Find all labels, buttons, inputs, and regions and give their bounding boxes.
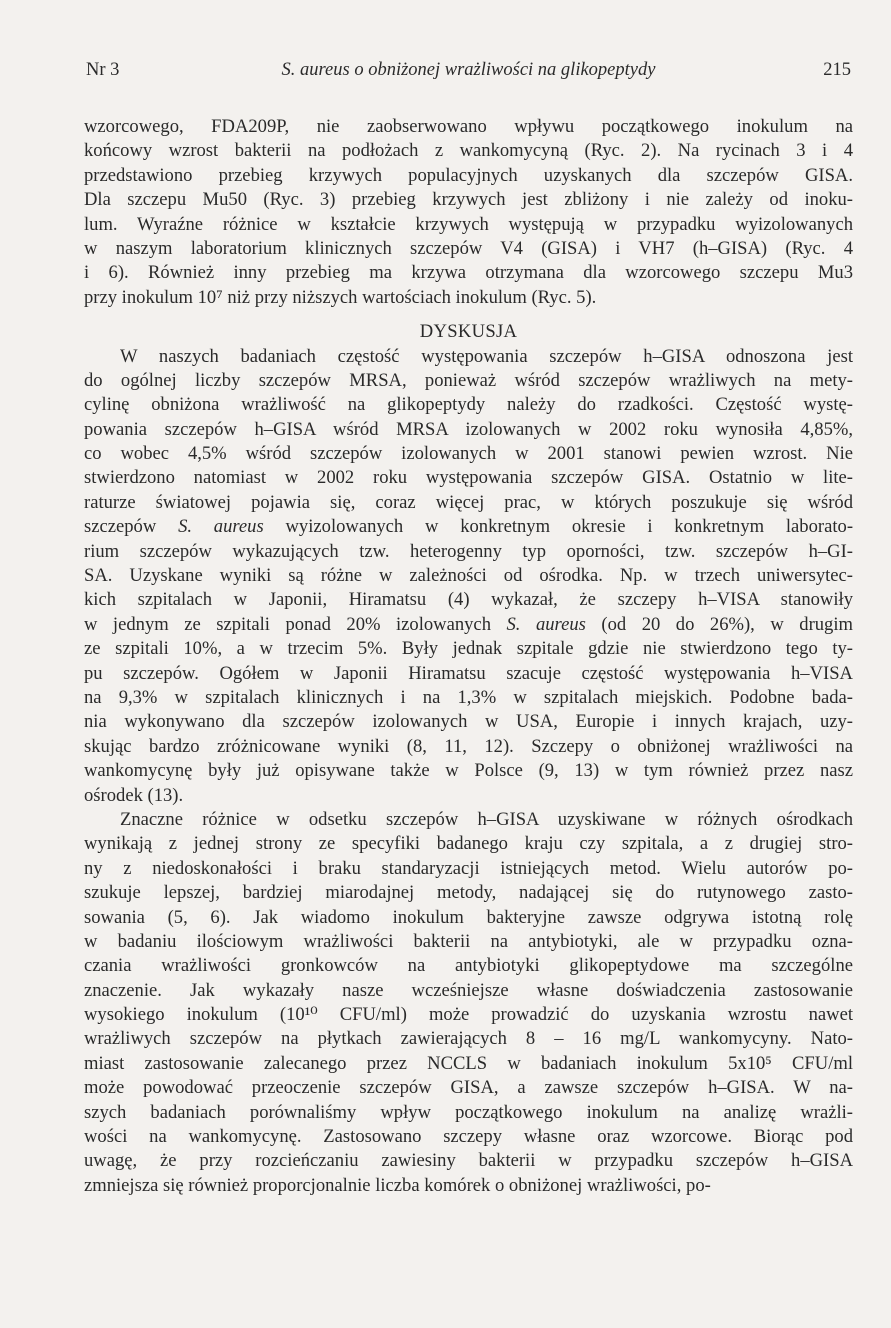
text-line: w naszym laboratorium klinicznych szczepów V4 (GISA) i VH7 (h–GISA) (Ryc. 4 xyxy=(84,237,853,259)
running-header xyxy=(86,60,851,86)
text-line: w badaniu ilościowym wrażliwości bakterii na antybiotyki, ale w przypadku ozna- xyxy=(84,930,853,952)
text-line: SA. Uzyskane wyniki są różne w zależności od ośrodka. Np. w trzech uniwersytec- xyxy=(84,565,853,587)
text-line: w jednym ze szpitali ponad 20% izolowanych S. aureus (od 20 do 26%), w drugim xyxy=(84,613,853,635)
text-line: skując bardzo zróżnicowane wyniki (8, 11, 12). Szczepy o obniżonej wrażliwości na xyxy=(84,735,853,757)
paragraph-discussion-2 xyxy=(84,808,853,1198)
text-line: ny z niedoskonałości i braku standaryzacji istniejących metod. Wielu autorów po- xyxy=(84,857,853,879)
text-line: rium szczepów wykazujących tzw. heterogenny typ oporności, tzw. szczepów h–GI- xyxy=(84,540,853,562)
journal-issue-number: Nr 3 xyxy=(86,60,120,80)
text-line: Dla szczepu Mu50 (Ryc. 3) przebieg krzywych jest zbliżony i nie zależy od inoku- xyxy=(84,189,853,211)
text-line: szych badaniach porównaliśmy wpływ początkowego inokulum na analizę wrażli- xyxy=(84,1101,853,1123)
text-line: raturze światowej pojawia się, coraz więcej prac, w których poszukuje się wśród xyxy=(84,491,853,513)
text-line: miast zastosowanie zalecanego przez NCCLS w badaniach inokulum 5x10⁵ CFU/ml xyxy=(84,1052,853,1074)
text-line: powania szczepów h–GISA wśród MRSA izolowanych w 2002 roku wynosiła 4,85%, xyxy=(84,418,853,440)
text-line: przy inokulum 10⁷ niż przy niższych wartościach inokulum (Ryc. 5). xyxy=(84,286,597,308)
text-line: i 6). Również inny przebieg ma krzywa otrzymana dla wzorcowego szczepu Mu3 xyxy=(84,262,853,284)
running-title xyxy=(86,60,851,81)
text-line: lum. Wyraźne różnice w kształcie krzywych występują w przypadku wyizolowanych xyxy=(84,213,853,235)
section-heading-dyskusja: DYSKUSJA xyxy=(419,321,518,343)
text-line: ze szpitali 10%, a w trzecim 5%. Były jednak szpitale gdzie nie stwierdzono tego ty- xyxy=(84,638,853,660)
text-line: Znaczne różnice w odsetku szczepów h–GISA uzyskiwane w różnych ośrodkach xyxy=(120,808,853,830)
text-line: cylinę obniżona wrażliwość na glikopeptydy należy do rzadkości. Częstość wystę- xyxy=(84,394,853,416)
text-line: czania wrażliwości gronkowców na antybiotyki glikopeptydowe ma szczególne xyxy=(84,955,853,977)
text-line: końcowy wzrost bakterii na podłożach z wankomycyną (Ryc. 2). Na rycinach 3 i 4 xyxy=(84,140,853,162)
text-line: wynikają z jednej strony ze specyfiki badanego kraju czy szpitala, a z drugiej stro- xyxy=(84,833,853,855)
text-line: do ogólnej liczby szczepów MRSA, ponieważ wśród szczepów wrażliwych na mety- xyxy=(84,369,853,391)
text-line: uwagę, że przy rozcieńczaniu zawiesiny bakterii w przypadku szczepów h–GISA xyxy=(84,1150,853,1172)
text-line: może powodować przeoczenie szczepów GISA, a zawsze szczepów h–GISA. W na- xyxy=(84,1077,853,1099)
text-line: na 9,3% w szpitalach klinicznych i na 1,3% w szpitalach miejskich. Podobne bada- xyxy=(84,686,853,708)
text-line: szczepów S. aureus wyizolowanych w konkretnym okresie i konkretnym laborato- xyxy=(84,516,854,538)
text-line: co wobec 4,5% wśród szczepów izolowanych w 2001 stanowi pewien wzrost. Nie xyxy=(84,443,853,465)
text-line: kich szpitalach w Japonii, Hiramatsu (4) wykazał, że szczepy h–VISA stanowiły xyxy=(84,589,853,611)
text-line: wzorcowego, FDA209P, nie zaobserwowano wpływu początkowego inokulum na xyxy=(84,116,853,137)
text-line: znaczenie. Jak wykazały nasze wcześniejsze własne doświadczenia zastosowanie xyxy=(84,979,853,1001)
text-line: pu szczepów. Ogółem w Japonii Hiramatsu szacuje częstość występowania h–VISA xyxy=(84,662,853,684)
text-line: szukuje lepszej, bardziej miarodajnej metody, nadającej się do rutynowego zasto- xyxy=(84,882,853,904)
text-line: sowania (5, 6). Jak wiadomo inokulum bakteryjne zawsze odgrywa istotną rolę xyxy=(84,906,853,928)
page-number: 215 xyxy=(823,60,851,80)
running-title-text: S. aureus o obniżonej wrażliwości na glikopeptydy xyxy=(281,60,656,80)
text-line: wości na wankomycynę. Zastosowano szczepy własne oraz wzorcowe. Biorąc pod xyxy=(84,1126,853,1148)
text-line: wrażliwych szczepów na płytkach zawierających 8 – 16 mg/L wankomycyny. Nato- xyxy=(84,1028,853,1050)
text-line: ośrodek (13). xyxy=(84,784,184,806)
text-line: zmniejsza się również proporcjonalnie liczba komórek o obniżonej wrażliwości, po- xyxy=(84,1174,711,1196)
text-line: nia wykonywano dla szczepów izolowanych w USA, Europie i innych krajach, uzy- xyxy=(84,711,853,733)
article-body xyxy=(84,115,853,1198)
paragraph-discussion-1 xyxy=(84,345,853,808)
text-line: wankomycynę były już opisywane także w Polsce (9, 13) w tym również przez nasz xyxy=(84,760,853,782)
text-line: przedstawiono przebieg krzywych populacyjnych uzyskanych dla szczepów GISA. xyxy=(84,164,853,186)
text-line: stwierdzono natomiast w 2002 roku występowania szczepów GISA. Ostatnio w lite- xyxy=(84,467,853,489)
text-line: W naszych badaniach częstość występowania szczepów h–GISA odnoszona jest xyxy=(120,345,853,367)
paragraph-continued xyxy=(84,115,853,310)
text-line: wysokiego inokulum (10¹⁰ CFU/ml) może prowadzić do uzyskania wzrostu nawet xyxy=(84,1004,853,1026)
